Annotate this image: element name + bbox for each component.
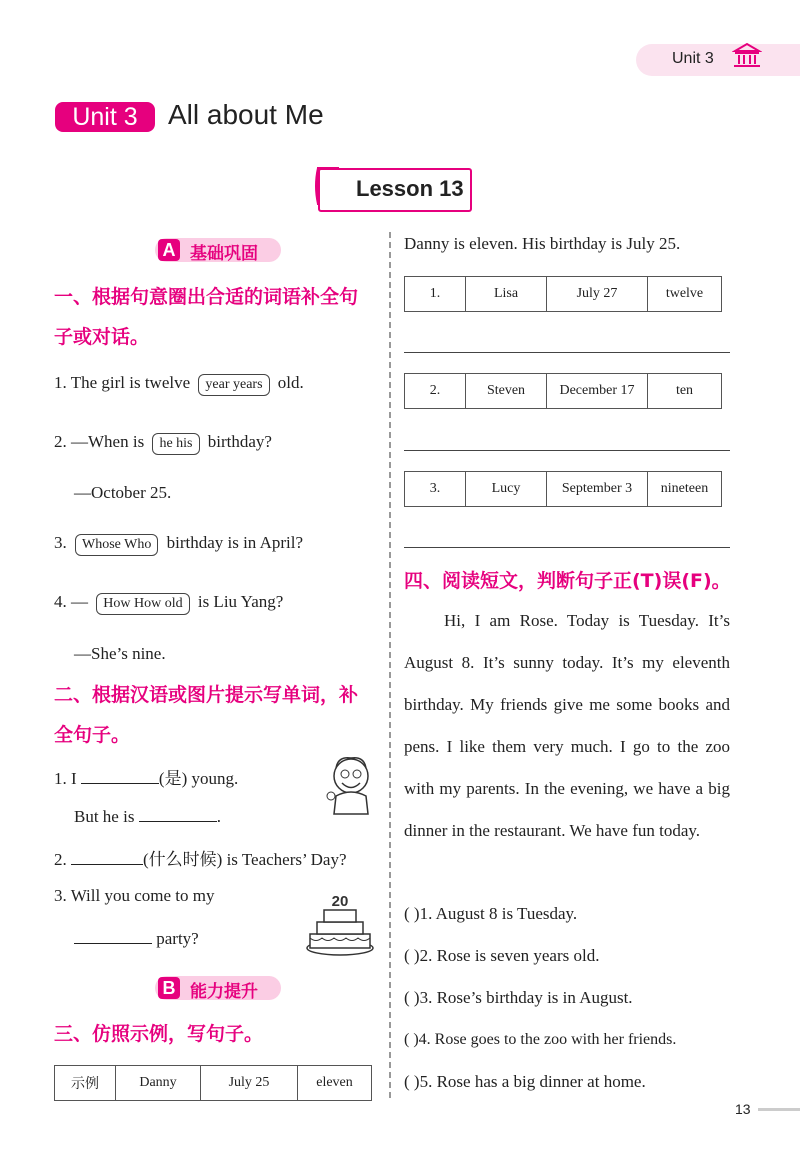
q3-text-post: birthday is in April? bbox=[166, 533, 304, 552]
birthday-cake-illustration bbox=[304, 888, 376, 958]
unit-tab-label: Unit 3 bbox=[672, 50, 714, 67]
example-table bbox=[54, 1065, 372, 1101]
old-man-illustration bbox=[318, 752, 380, 816]
answer-line-1[interactable] bbox=[404, 352, 730, 353]
part4-heading: 四、阅读短文，判断句子正(T)误(F)。 bbox=[404, 570, 731, 592]
part2-heading-line1: 二、根据汉语或图片提示写单词，补 bbox=[54, 684, 359, 706]
part1-q3 bbox=[54, 533, 303, 556]
table-cell: September 3 bbox=[547, 472, 648, 507]
q4-choice[interactable]: How How old bbox=[96, 593, 189, 615]
p2q2-blank[interactable] bbox=[71, 848, 143, 865]
column-divider bbox=[389, 232, 391, 1098]
part2-q3a: 3. Will you come to my bbox=[54, 886, 215, 905]
q4-answer: —She’s nine. bbox=[74, 644, 166, 663]
section-a-title: 基础巩固 bbox=[190, 244, 258, 264]
table-cell: Danny bbox=[116, 1066, 201, 1101]
p2q3-blank[interactable] bbox=[74, 927, 152, 944]
list-item: ( )5. Rose has a big dinner at home. bbox=[404, 1072, 646, 1091]
table-cell: July 25 bbox=[201, 1066, 298, 1101]
table-cell: Steven bbox=[466, 374, 547, 409]
exercise-table-2 bbox=[404, 373, 722, 409]
part1-q4 bbox=[54, 592, 283, 615]
lesson-title: Lesson 13 bbox=[356, 176, 464, 201]
table-row bbox=[405, 277, 722, 312]
p2q3-post: party? bbox=[156, 929, 199, 948]
table-cell: 2. bbox=[405, 374, 466, 409]
table-cell: nineteen bbox=[648, 472, 722, 507]
part2-q1b bbox=[74, 805, 221, 827]
p2q1b-pre: But he is bbox=[74, 807, 135, 826]
table-cell: Lisa bbox=[466, 277, 547, 312]
list-item: ( )1. August 8 is Tuesday. bbox=[404, 904, 578, 923]
list-item: ( )4. Rose goes to the zoo with her friends. bbox=[404, 1031, 677, 1048]
part1-heading-line1: 一、根据句意圈出合适的词语补全句 bbox=[54, 286, 359, 308]
exercise-table-3 bbox=[404, 471, 722, 507]
section-b-letter: B bbox=[158, 977, 180, 999]
answer-line-2[interactable] bbox=[404, 450, 730, 451]
q1-text-pre: 1. The girl is twelve bbox=[54, 373, 191, 392]
part3-heading: 三、仿照示例，写句子。 bbox=[54, 1023, 264, 1045]
list-item: ( )3. Rose’s birthday is in August. bbox=[404, 988, 633, 1007]
table-cell: July 27 bbox=[547, 277, 648, 312]
list-item: ( )2. Rose is seven years old. bbox=[404, 946, 600, 965]
table-cell: 3. bbox=[405, 472, 466, 507]
q3-text-pre: 3. bbox=[54, 533, 67, 552]
table-cell: eleven bbox=[298, 1066, 372, 1101]
section-b-title: 能力提升 bbox=[190, 982, 258, 1002]
part2-heading-line2: 全句子。 bbox=[54, 724, 131, 746]
p2q1a-pre: 1. I bbox=[54, 769, 77, 788]
true-false-list bbox=[404, 893, 744, 1103]
part1-q1 bbox=[54, 373, 304, 396]
q3-choice[interactable]: Whose Who bbox=[75, 534, 158, 556]
part2-q2 bbox=[54, 845, 347, 870]
part1-q2 bbox=[54, 432, 272, 455]
table-cell: ten bbox=[648, 374, 722, 409]
footer-rule bbox=[758, 1108, 800, 1111]
q1-choice[interactable]: year years bbox=[198, 374, 269, 396]
page-number: 13 bbox=[735, 1101, 751, 1117]
p2q1b-post: . bbox=[216, 807, 221, 826]
unit-title: All about Me bbox=[168, 99, 324, 130]
q2-text-post: birthday? bbox=[207, 432, 272, 451]
p2q1b-blank[interactable] bbox=[139, 805, 217, 822]
q2-answer: —October 25. bbox=[74, 483, 172, 502]
table-cell: 1. bbox=[405, 277, 466, 312]
section-a-letter: A bbox=[158, 239, 180, 261]
table-row bbox=[405, 472, 722, 507]
building-icon bbox=[732, 42, 762, 70]
q2-choice[interactable]: he his bbox=[152, 433, 199, 455]
p2q2-pre: 2. bbox=[54, 850, 67, 869]
cake-number: 20 bbox=[331, 893, 349, 910]
unit-badge: Unit 3 bbox=[55, 102, 155, 132]
part1-heading-line2: 子或对话。 bbox=[54, 326, 150, 348]
p2q2-post: (什么时候) is Teachers’ Day? bbox=[143, 850, 347, 869]
table-row bbox=[405, 374, 722, 409]
table-cell: 示例 bbox=[55, 1066, 116, 1101]
q1-text-post: old. bbox=[277, 373, 304, 392]
reading-passage: Hi, I am Rose. Today is Tuesday. It’s August 8. It’s sunny today. It’s my eleventh birthday. My friends give me some books and pens. I like them very much. I go to the zoo with my parents. In the evening, we have a big dinner in the restaurant. We have fun today. bbox=[404, 611, 730, 840]
q4-text-pre: 4. — bbox=[54, 592, 88, 611]
p2q1a-post: (是) young. bbox=[158, 769, 239, 788]
table-cell: Lucy bbox=[466, 472, 547, 507]
table-cell: twelve bbox=[648, 277, 722, 312]
example-sentence: Danny is eleven. His birthday is July 25. bbox=[404, 234, 681, 253]
part2-q1a bbox=[54, 764, 238, 789]
q4-text-post: is Liu Yang? bbox=[197, 592, 284, 611]
table-row bbox=[55, 1066, 372, 1101]
q2-text-pre: 2. —When is bbox=[54, 432, 145, 451]
answer-line-3[interactable] bbox=[404, 547, 730, 548]
table-cell: December 17 bbox=[547, 374, 648, 409]
p2q1a-blank[interactable] bbox=[81, 767, 159, 784]
part2-q3b bbox=[74, 927, 199, 949]
exercise-table-1 bbox=[404, 276, 722, 312]
unit-tab bbox=[636, 44, 800, 76]
